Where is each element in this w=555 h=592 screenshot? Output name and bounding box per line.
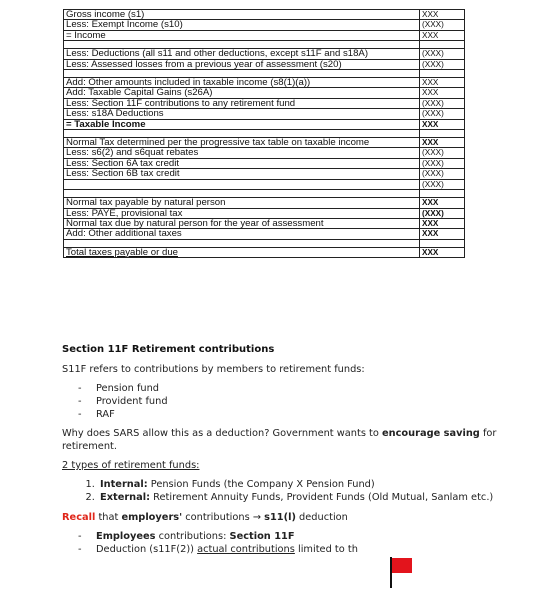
row-label <box>64 208 420 218</box>
red-flag-icon <box>389 556 413 588</box>
table-row <box>64 208 465 218</box>
row-amount: (XXX) <box>420 158 465 168</box>
row-label <box>64 169 420 179</box>
spacer-row <box>64 239 465 247</box>
recall-employers: employers' <box>121 512 183 523</box>
table-row <box>64 59 465 69</box>
row-label <box>64 109 420 119</box>
row-label-text: Add: Taxable Capital Gains (s26A) <box>66 87 213 99</box>
table-row <box>64 88 465 98</box>
fund-item: - Pension fund <box>62 382 502 395</box>
spacer-cell <box>64 70 420 78</box>
table-row <box>64 169 465 179</box>
row-label-text: = Income <box>66 30 106 41</box>
row-amount: XXX <box>420 229 465 239</box>
spacer-cell <box>64 239 420 247</box>
fund-types-list <box>62 478 502 504</box>
row-label <box>64 30 420 40</box>
row-label <box>64 138 420 148</box>
row-amount: (XXX) <box>420 98 465 108</box>
row-amount: XXX <box>420 78 465 88</box>
row-label-text: Less: Deductions (all s11 and other deductions, except s11F and s18A) <box>66 48 369 60</box>
row-label <box>64 158 420 168</box>
row-amount: (XXX) <box>420 49 465 59</box>
table-row <box>64 49 465 59</box>
row-amount: XXX <box>420 218 465 228</box>
table-row <box>64 229 465 239</box>
row-label-text: Gross income (s1) <box>66 9 145 20</box>
table-row <box>64 98 465 108</box>
red-flag-cloth <box>392 558 412 573</box>
table-row <box>64 20 465 30</box>
row-amount: XXX <box>420 119 465 129</box>
deduction-item <box>62 543 502 556</box>
employee-item <box>62 530 502 543</box>
row-label-text: Less: Section 6A tax credit <box>66 158 180 169</box>
row-label-text: = Taxable Income <box>66 119 146 130</box>
fund-item: - Provident fund <box>62 395 502 408</box>
spacer-cell <box>420 70 465 78</box>
row-label-text: Less: Section 6B tax credit <box>66 168 180 180</box>
table-row <box>64 119 465 129</box>
row-label <box>64 229 420 239</box>
row-label-text: Less: PAYE, provisional tax <box>66 208 183 219</box>
table-row <box>64 78 465 88</box>
spacer-cell <box>420 239 465 247</box>
types-heading <box>62 459 502 472</box>
employee-section: Section 11F <box>229 531 295 542</box>
spacer-row <box>64 190 465 198</box>
recall-paragraph <box>62 511 502 524</box>
income-tax-framework-table <box>63 9 465 258</box>
table-row <box>64 247 465 257</box>
employee-list <box>62 530 502 556</box>
types-heading-text: 2 types of retirement funds: <box>62 460 200 471</box>
fund-type-term: External: <box>100 492 151 503</box>
spacer-cell <box>420 190 465 198</box>
table-row <box>64 138 465 148</box>
row-amount: (XXX) <box>420 169 465 179</box>
row-amount: (XXX) <box>420 109 465 119</box>
spacer-cell <box>420 41 465 49</box>
row-label <box>64 59 420 69</box>
fund-type-text: Retirement Annuity Funds, Provident Funds (Old Mutual, Sanlam etc.) <box>150 492 494 503</box>
recall-text-2: contributions → <box>182 512 265 523</box>
fund-type-item <box>98 478 502 491</box>
intro-text: S11F refers to contributions by members to retirement funds: <box>62 364 365 375</box>
row-label-text: Add: Other additional taxes <box>66 228 182 240</box>
employee-label: Employees <box>96 531 156 542</box>
row-label <box>64 20 420 30</box>
intro-paragraph <box>62 363 502 376</box>
spacer-row <box>64 41 465 49</box>
row-label <box>64 148 420 158</box>
table-row <box>64 158 465 168</box>
section-11f-notes <box>62 343 502 562</box>
row-amount: (XXX) <box>420 148 465 158</box>
spacer-cell <box>420 130 465 138</box>
deduction-prefix: Deduction (s11F(2)) <box>96 544 198 555</box>
income-tax-table-container <box>63 9 465 258</box>
why-paragraph <box>62 427 502 453</box>
table-row <box>64 10 465 20</box>
deduction-suffix: limited to th <box>294 544 358 555</box>
recall-word: Recall <box>62 512 96 523</box>
row-label <box>64 98 420 108</box>
table-row <box>64 198 465 208</box>
spacer-row <box>64 70 465 78</box>
table-row <box>64 218 465 228</box>
fund-type-item <box>98 491 502 504</box>
fund-item: - RAF <box>62 408 502 421</box>
fund-type-term: Internal: <box>100 479 148 490</box>
row-label <box>64 247 420 257</box>
table-row <box>64 148 465 158</box>
row-amount: (XXX) <box>420 208 465 218</box>
row-amount: XXX <box>420 88 465 98</box>
row-label <box>64 78 420 88</box>
row-amount: XXX <box>420 247 465 257</box>
recall-tail: deduction <box>295 512 348 523</box>
row-label <box>64 119 420 129</box>
employee-text: contributions: <box>155 531 230 542</box>
table-row <box>64 179 465 189</box>
row-label <box>64 88 420 98</box>
spacer-cell <box>64 41 420 49</box>
row-amount: (XXX) <box>420 59 465 69</box>
row-label-text: Normal Tax determined per the progressive tax table on taxable income <box>66 137 370 148</box>
table-row <box>64 109 465 119</box>
row-amount: XXX <box>420 10 465 20</box>
row-label-text: Add: Other amounts included in taxable income (s8(1)(a)) <box>66 77 311 88</box>
row-label-text: Less: Section 11F contributions to any retirement fund <box>66 98 296 109</box>
row-label-text: Less: s6(2) and s6quat rebates <box>66 147 199 159</box>
row-label-text: Less: Exempt Income (s10) <box>66 19 183 31</box>
row-label-text: Normal tax due by natural person for the year of assessment <box>66 218 324 229</box>
deduction-underlined: actual contributions <box>197 544 295 555</box>
recall-section: s11(l) <box>264 512 296 523</box>
row-amount: XXX <box>420 30 465 40</box>
row-label <box>64 198 420 208</box>
row-label <box>64 179 420 189</box>
row-label <box>64 218 420 228</box>
row-amount: (XXX) <box>420 20 465 30</box>
row-amount: XXX <box>420 138 465 148</box>
spacer-cell <box>64 130 420 138</box>
recall-text: that <box>95 512 122 523</box>
why-emphasis: encourage saving <box>382 428 480 439</box>
row-label-text: Total taxes payable or due <box>66 247 178 258</box>
row-label-text: Normal tax payable by natural person <box>66 197 226 208</box>
spacer-cell <box>64 190 420 198</box>
row-label-text: Less: Assessed losses from a previous year of assessment (s20) <box>66 59 342 70</box>
why-text: Why does SARS allow this as a deduction? Government wants to <box>62 428 382 439</box>
row-amount: (XXX) <box>420 179 465 189</box>
row-label <box>64 49 420 59</box>
section-heading: Section 11F Retirement contributions <box>62 344 275 355</box>
spacer-row <box>64 130 465 138</box>
row-label <box>64 10 420 20</box>
row-label-text: Less: s18A Deductions <box>66 108 164 120</box>
fund-list <box>62 382 502 421</box>
table-row <box>64 30 465 40</box>
why-suffix: for retirement. <box>62 428 497 452</box>
fund-type-text: Pension Funds (the Company X Pension Fund) <box>147 479 375 490</box>
row-amount: XXX <box>420 198 465 208</box>
